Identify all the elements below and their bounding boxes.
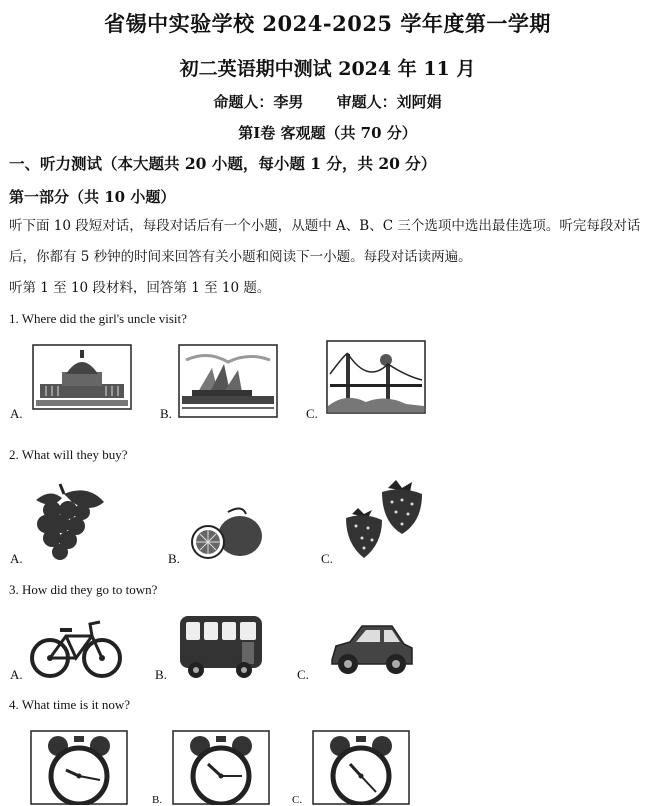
school-title: 省锡中实验学校 2024-2025 学年度第一学期 — [104, 11, 551, 36]
q2-option-b[interactable]: B. — [168, 551, 180, 566]
q2-option-c[interactable]: C. — [321, 551, 333, 566]
sydney-opera-house-icon — [178, 344, 278, 420]
alarm-clock-icon — [172, 730, 270, 805]
setter: 命题人：李男 — [213, 93, 304, 111]
lemons-icon — [188, 506, 268, 562]
alarm-clock-icon — [30, 730, 128, 805]
q1-option-a[interactable]: A. — [10, 406, 23, 421]
bus-icon — [178, 614, 264, 680]
volume-title: 第Ⅰ卷 客观题（共 70 分） — [238, 124, 417, 142]
author-line — [0, 91, 655, 112]
part-title: 第一部分（共 10 小题） — [9, 188, 176, 206]
strawberries-icon — [342, 478, 426, 560]
question-2-stem: 2. What will they buy? — [9, 447, 128, 462]
question-1-stem: 1. Where did the girl's uncle visit? — [9, 311, 187, 326]
q1-option-c[interactable]: C. — [306, 406, 318, 421]
exam-title: 初二英语期中测试 2024 年 11 月 — [179, 58, 476, 80]
grapes-icon — [30, 480, 108, 562]
q3-option-a[interactable]: A. — [10, 667, 23, 682]
q4-option-b[interactable]: B. — [152, 794, 163, 806]
reviewer: 审题人：刘阿娟 — [336, 93, 442, 111]
alarm-clock-icon — [312, 730, 410, 805]
q3-option-c[interactable]: C. — [297, 667, 309, 682]
instruction-line-3: 听第 1 至 10 段材料，回答第 1 至 10 题。 — [9, 280, 271, 296]
question-4-stem: 4. What time is it now? — [9, 697, 131, 712]
instruction-line-2: 后，你都有 5 秒钟的时间来回答有关小题和阅读下一小题。每段对话读两遍。 — [9, 249, 472, 265]
bicycle-icon — [30, 618, 122, 680]
golden-gate-bridge-icon — [326, 340, 426, 416]
q3-option-b[interactable]: B. — [155, 667, 167, 682]
section-title: 一、听力测试（本大题共 20 小题，每小题 1 分，共 20 分） — [9, 154, 437, 173]
q4-option-c[interactable]: C. — [292, 794, 303, 806]
q2-option-a[interactable]: A. — [10, 551, 23, 566]
car-icon — [328, 618, 414, 680]
capitol-building-icon — [32, 344, 132, 410]
q1-option-b[interactable]: B. — [160, 406, 172, 421]
question-3-stem: 3. How did they go to town? — [9, 582, 158, 597]
instruction-line-1: 听下面 10 段短对话，每段对话后有一个小题，从题中 A、B、C 三个选项中选出最佳选项。听完每段对话 — [9, 218, 641, 234]
